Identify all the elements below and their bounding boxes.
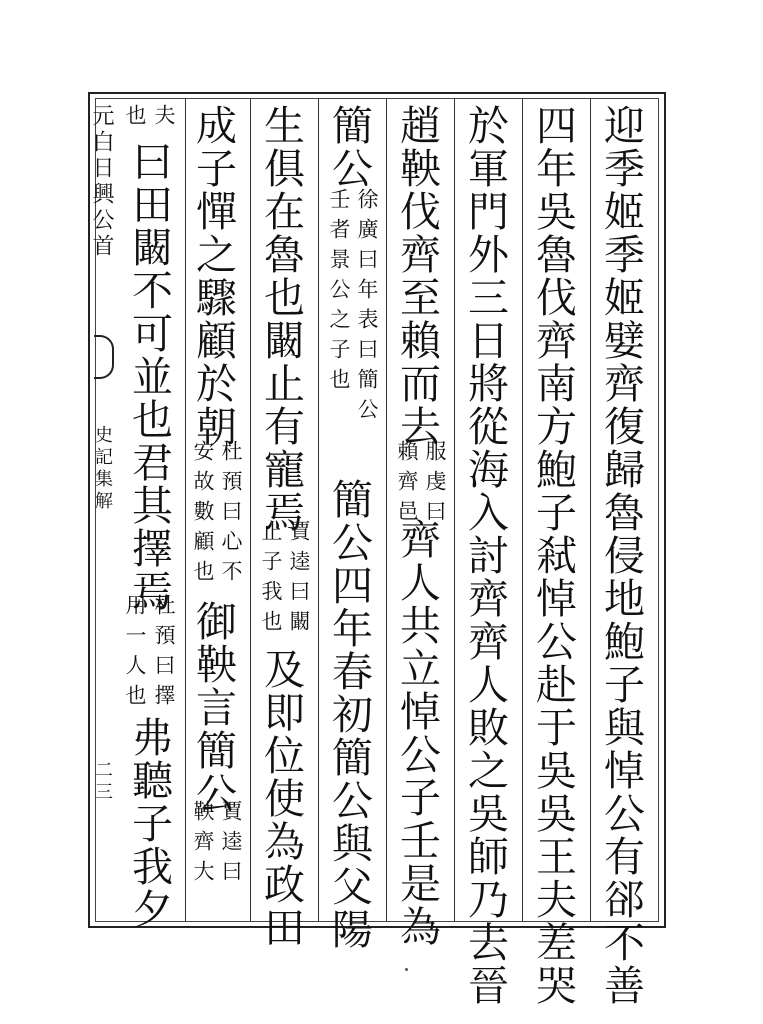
commentary-6-right: 賈逵曰闞 [287,520,311,640]
text-column-8-main: 曰田闞不可並也君其擇焉 [125,140,173,613]
column-rule [386,99,387,921]
commentary-8-top-left: 也 [123,104,147,134]
column-rule [318,99,319,921]
text-column-4-main: 趙鞅伐齊至賴而去 [393,104,441,448]
section-title: 史記集解 [92,425,113,513]
commentary-8-top-right: 夫 [152,104,176,134]
commentary-5-left: 壬者景公之子也 [327,188,351,398]
commentary-7-right: 杜預曰心不 [219,440,243,590]
page-number: 二三 [92,760,113,804]
text-column-7-main: 成子憚之驟顧於朝 [189,104,237,448]
text-column-6-cont: 及即位使為政田 [257,648,305,949]
commentary-8-left: 用一人也 [123,594,147,714]
text-column-4-cont: 齊人共立悼公子壬是為 [393,518,441,948]
commentary-7-left: 安故數顧也 [191,440,215,590]
text-column-6-main: 生俱在魯也闞止有寵焉 [257,104,305,534]
text-column-5-main: 簡公 [325,104,373,190]
fish-tail-mark [94,335,114,379]
commentary-7b-right: 賈逵曰 [219,800,243,890]
text-column-1: 迎季姬季姬嬖齊復歸魯侵地鮑子與悼公有郤不善 [597,104,645,1007]
column-rule [522,99,523,921]
text-column-7-cont: 御鞅言簡公 [189,600,237,815]
column-rule [250,99,251,921]
text-column-8-cont: 弗聽子我夕 [125,716,173,931]
column-rule [590,99,591,921]
commentary-5-right: 徐廣曰年表曰簡公 [355,188,379,428]
column-rule [454,99,455,921]
column-rule [185,99,186,921]
page-speck [405,968,408,971]
text-column-2: 四年吳魯伐齊南方鮑子弒悼公赴于吳吳王夫差哭 [529,104,577,1007]
commentary-4-left: 賴齊邑 [395,440,419,530]
commentary-8-right: 杜預曰擇 [152,594,176,714]
text-column-5-cont: 簡公四年春初簡公與父陽 [325,478,373,951]
text-column-3: 於軍門外三日將從海入討齊齊人敗之吳師乃去晉 [461,104,509,1007]
commentary-4-right: 服虔曰 [423,440,447,530]
commentary-6-left: 止子我也 [259,520,283,640]
running-title: 元白日興公首 [89,104,114,260]
commentary-7b-left: 鞅齊大 [191,800,215,890]
